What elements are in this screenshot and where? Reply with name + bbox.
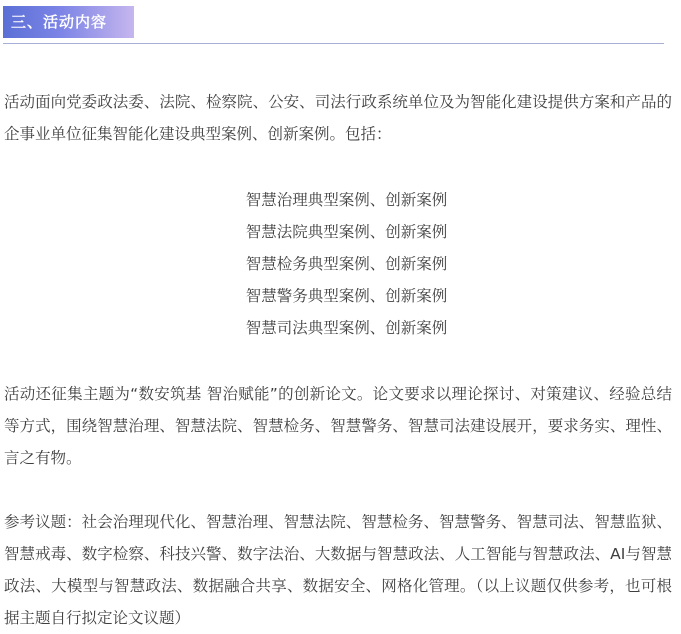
case-item: 智慧法院典型案例、创新案例 [245,223,448,241]
case-item: 智慧治理典型案例、创新案例 [245,191,448,209]
case-item: 智慧警务典型案例、创新案例 [245,287,448,305]
case-item: 智慧检务典型案例、创新案例 [245,255,448,273]
header-divider [3,43,664,44]
section-title: 三、活动内容 [3,6,134,38]
intro-paragraph: 活动面向党委政法委、法院、检察院、公安、司法行政系统单位及为智能化建设提供方案和产品的企事业单位征集智能化建设典型案例、创新案例。包括： [4,93,672,143]
case-item: 智慧司法典型案例、创新案例 [245,319,448,337]
section-header [3,6,664,44]
case-list [0,184,681,344]
theme-paragraph: 活动还征集主题为“数安筑基 智治赋能”的创新论文。论文要求以理论探讨、对策建议、经验总结等方式，围绕智慧治理、智慧法院、智慧检务、智慧警务、智慧司法建设展开，要求务实、理性、言之有物。 [4,385,672,467]
topics-paragraph: 参考议题：社会治理现代化、智慧治理、智慧法院、智慧检务、智慧警务、智慧司法、智慧监狱、智慧戒毒、数字检察、科技兴警、数字法治、大数据与智慧政法、人工智能与智慧政法、AI与智慧政法、大模型与智慧政法、数据融合共享、数据安全、网格化管理。（以上议题仅供参考，也可根据主题自行拟定论文议题） [4,513,672,627]
